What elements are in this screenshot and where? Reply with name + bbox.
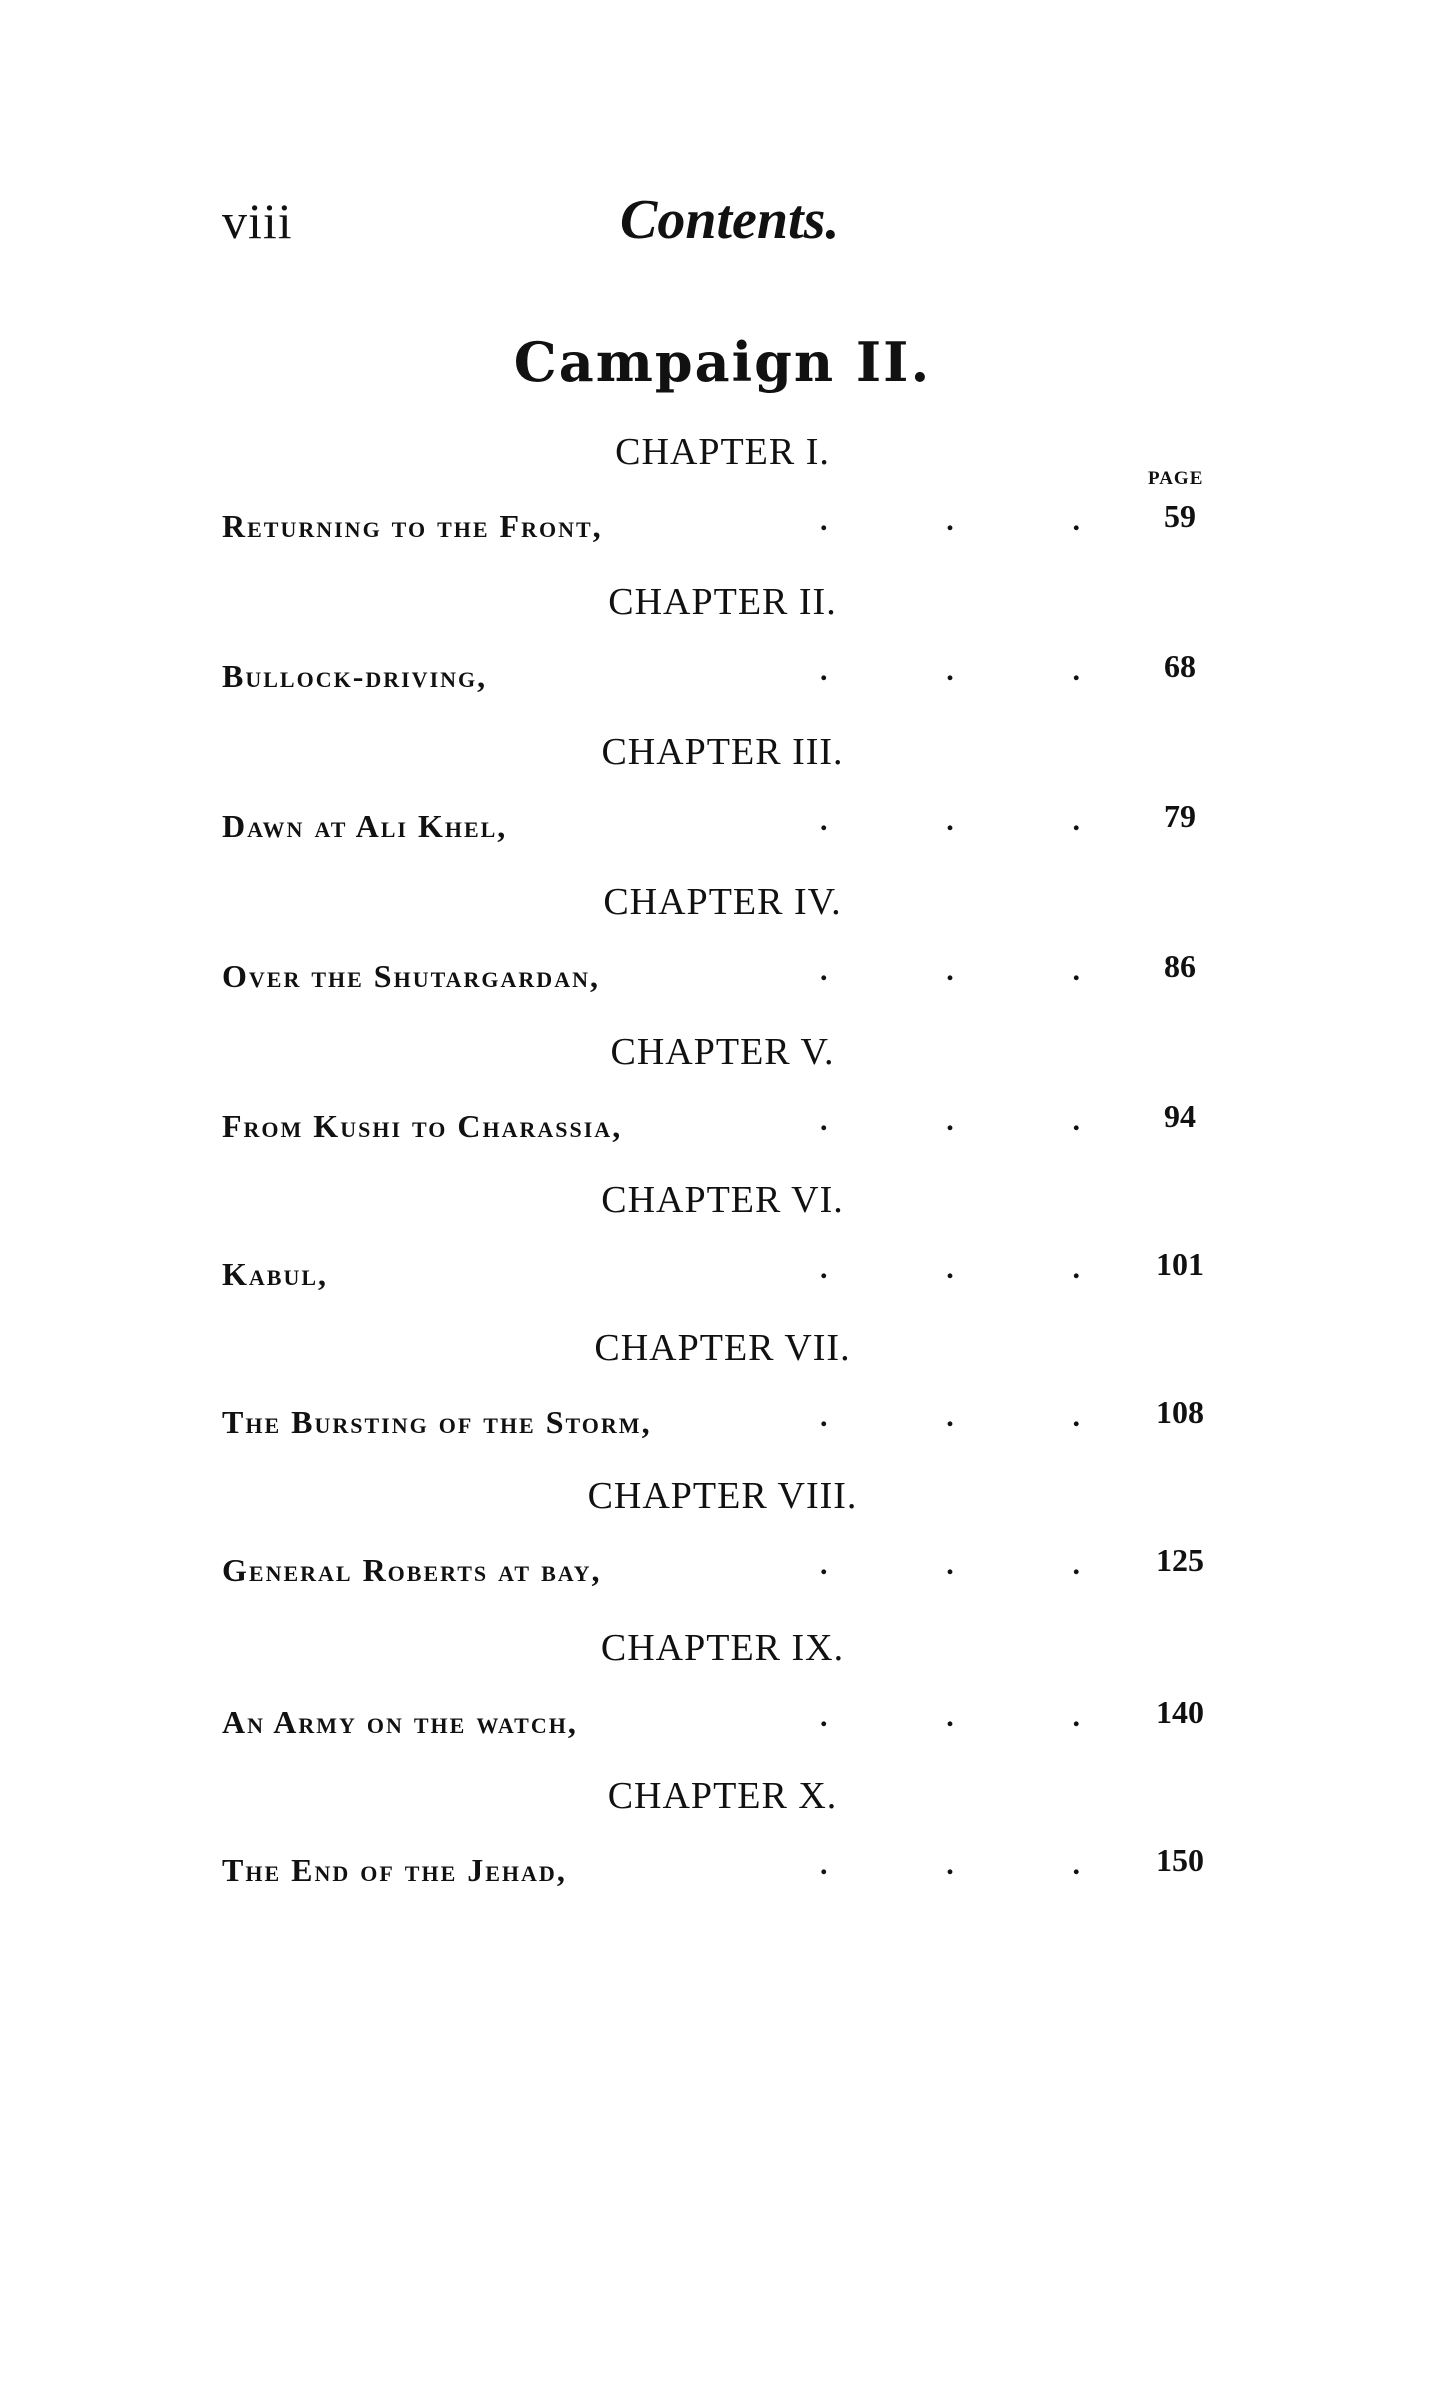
entry-title[interactable]: Kabul, (222, 1256, 329, 1292)
page-number[interactable]: 140 (1156, 1694, 1204, 1730)
chapter-heading: CHAPTER II. (608, 581, 837, 623)
dot-leaders: . . . (820, 1848, 1080, 1881)
dot-leaders: . . . (820, 1700, 1080, 1733)
dot-leaders: . . . (820, 654, 1080, 687)
chapter-heading: CHAPTER IV. (603, 881, 842, 923)
page-number[interactable]: 94 (1164, 1098, 1196, 1134)
page-column-label: PAGE (1148, 468, 1204, 489)
dot-leaders: . . . (820, 954, 1080, 987)
chapter-heading: CHAPTER VI. (601, 1179, 844, 1221)
dot-leaders: . . . (820, 1252, 1080, 1285)
page-number[interactable]: 125 (1156, 1542, 1204, 1578)
page-number[interactable]: 79 (1164, 798, 1196, 834)
entry-title[interactable]: From Kushi to Charassia, (222, 1108, 623, 1144)
page-number[interactable]: 150 (1156, 1842, 1204, 1878)
entry-title[interactable]: Returning to the Front, (222, 508, 603, 544)
dot-leaders: . . . (820, 1548, 1080, 1581)
chapter-heading: CHAPTER VII. (594, 1327, 851, 1369)
entry-title[interactable]: Over the Shutargardan, (222, 958, 600, 994)
dot-leaders: . . . (820, 804, 1080, 837)
running-title: Contents. (620, 189, 840, 251)
chapter-heading: CHAPTER VIII. (587, 1475, 858, 1517)
chapter-heading: CHAPTER III. (601, 731, 844, 773)
page-number[interactable]: 59 (1164, 498, 1196, 534)
chapter-heading: CHAPTER IX. (600, 1627, 845, 1669)
chapter-heading: CHAPTER I. (615, 431, 830, 473)
dot-leaders: . . . (820, 1400, 1080, 1433)
section-title: Campaign II. (513, 330, 932, 394)
page-number[interactable]: 68 (1164, 648, 1196, 684)
page-number[interactable]: 108 (1156, 1394, 1204, 1430)
entry-title[interactable]: The Bursting of the Storm, (222, 1404, 652, 1440)
page-number[interactable]: 101 (1156, 1246, 1204, 1282)
chapter-heading: CHAPTER X. (607, 1775, 838, 1817)
chapter-heading: CHAPTER V. (610, 1031, 835, 1073)
entry-title[interactable]: General Roberts at bay, (222, 1552, 602, 1588)
entry-title[interactable]: An Army on the watch, (222, 1704, 578, 1740)
dot-leaders: . . . (820, 1104, 1080, 1137)
entry-title[interactable]: The End of the Jehad, (222, 1852, 567, 1888)
entry-title[interactable]: Bullock-driving, (222, 658, 488, 694)
dot-leaders: . . . (820, 504, 1080, 537)
page-folio: viii (222, 193, 293, 249)
page-number[interactable]: 86 (1164, 948, 1196, 984)
entry-title[interactable]: Dawn at Ali Khel, (222, 808, 508, 844)
